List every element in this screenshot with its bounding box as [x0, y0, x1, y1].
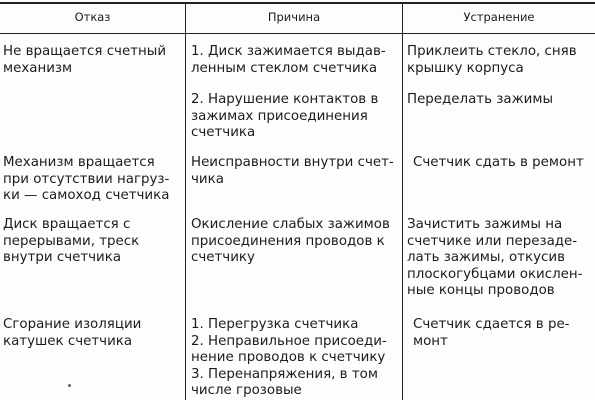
row-3-fault — [3, 217, 139, 267]
text-line: ки — самоход счетчика — [3, 188, 170, 203]
text-line: механизм — [3, 60, 73, 76]
row-4-cause — [191, 317, 387, 400]
text-line: перерывами, треск — [3, 233, 140, 249]
text-line: плоскогубцами окислен- — [407, 266, 583, 282]
text-line: ленным стеклом счетчика — [191, 60, 378, 76]
text-line: 2. Неправильное присоеди- — [191, 333, 387, 349]
text-line: катушек счетчика — [3, 333, 133, 349]
text-line: ные концы проводов — [407, 283, 555, 298]
row-2-cause — [191, 155, 394, 188]
text-line: Счетчик сдается в ре- — [413, 317, 570, 332]
text-line: крышку корпуса — [407, 60, 524, 76]
row-4-fix — [413, 317, 570, 350]
text-line: Счетчик сдать в ремонт — [413, 155, 584, 170]
text-line: Неисправности внутри счет- — [191, 155, 394, 170]
text-line: Переделать зажимы — [407, 92, 554, 107]
text-line: Диск вращается с — [3, 217, 131, 232]
row-2-fault — [3, 155, 169, 205]
row-2-fix — [413, 155, 584, 172]
text-line: Приклеить стекло, сняв — [407, 44, 577, 59]
text-line: Не вращается счетный — [3, 44, 167, 59]
text-line: присоединения проводов к — [191, 233, 385, 249]
text-line: Зачистить зажимы на — [407, 217, 563, 232]
row-4-fault — [3, 317, 141, 350]
text-line: счетчике или перезаде- — [407, 233, 578, 249]
header-cause: Причина — [267, 10, 321, 24]
header-fix: Устранение — [463, 10, 535, 24]
scan-speck — [68, 384, 71, 387]
text-line: 1. Перегрузка счетчика — [191, 317, 359, 332]
text-line: счетчику — [191, 250, 255, 265]
column-divider-1 — [185, 2, 186, 400]
text-line: числе грозовые — [191, 383, 302, 398]
row-3-cause — [191, 217, 390, 267]
table-top-rule — [0, 2, 595, 4]
text-line: зажимах присоединения — [191, 108, 368, 124]
text-line: счетчика — [191, 125, 256, 140]
text-line: 2. Нарушение контактов в — [191, 92, 379, 107]
text-line: лать зажимы, откусив — [407, 250, 565, 265]
row-3-fix — [407, 217, 582, 300]
column-divider-2 — [402, 2, 403, 400]
text-line: Сгорание изоляции — [3, 317, 142, 332]
text-line: Окисление слабых зажимов — [191, 217, 390, 232]
header-bottom-rule — [0, 33, 595, 34]
row-1-fault — [3, 44, 166, 77]
row-1-cause-2 — [191, 92, 378, 142]
row-1-fix-2 — [407, 92, 553, 109]
row-1-cause-1 — [191, 44, 386, 77]
text-line: нение проводов к счетчику — [191, 350, 386, 365]
text-line: при отсутствии нагруз- — [3, 171, 170, 187]
row-1-fix-1 — [407, 44, 577, 77]
text-line: Механизм вращается — [3, 155, 155, 170]
text-line: 1. Диск зажимается выдав- — [191, 44, 386, 59]
text-line: чика — [191, 171, 224, 187]
text-line: монт — [413, 333, 448, 349]
text-line: 3. Перенапряжения, в том — [191, 366, 378, 382]
text-line: внутри счетчика — [3, 250, 122, 265]
header-fault: Отказ — [74, 10, 111, 24]
